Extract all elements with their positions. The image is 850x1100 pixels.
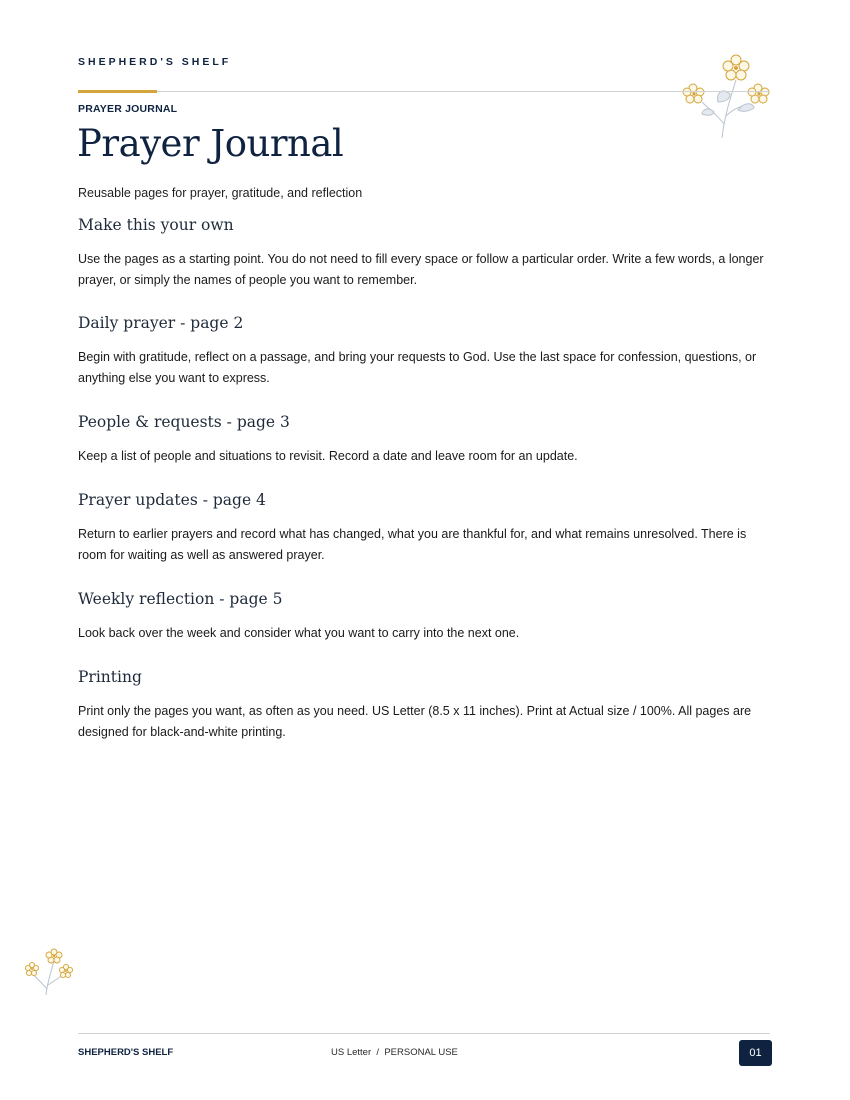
content-body [78, 214, 778, 743]
section-text: Return to earlier prayers and record what has changed, what you are thankful for, and what remains unresolved. There is room for waiting as well as answered prayer. [78, 527, 747, 562]
section-prayer-updates [78, 489, 778, 588]
page-number-badge: 01 [739, 1040, 772, 1066]
header-rule [78, 91, 770, 92]
section-text: Keep a list of people and situations to revisit. Record a date and leave room for an update. [78, 449, 578, 463]
accent-bar [78, 90, 157, 93]
small-flower-sprig-icon [22, 945, 77, 997]
section-text: Look back over the week and consider what you want to carry into the next one. [78, 626, 520, 640]
section-people-requests [78, 411, 778, 489]
footer-rule [78, 1033, 770, 1034]
section-heading: Make this your own [78, 216, 234, 234]
section-text: Use the pages as a starting point. You do not need to fill every space or follow a particular order. Write a few words, a longer prayer, or simply the names of people you want to remember. [78, 252, 764, 287]
flower-sprig-icon [680, 50, 775, 140]
section-heading: Daily prayer - page 2 [78, 314, 244, 332]
brand-name: SHEPHERD'S SHELF [78, 56, 232, 68]
section-printing [78, 666, 778, 743]
footer-brand: SHEPHERD'S SHELF [78, 1047, 174, 1058]
page-subtitle: Reusable pages for prayer, gratitude, and reflection [78, 186, 363, 200]
section-heading: Weekly reflection - page 5 [78, 590, 283, 608]
eyebrow-label: PRAYER JOURNAL [78, 103, 178, 115]
section-daily-prayer [78, 312, 778, 411]
section-make-your-own [78, 214, 778, 312]
section-heading: Printing [78, 668, 142, 686]
page-title: Prayer Journal [77, 122, 344, 165]
section-heading: People & requests - page 3 [78, 413, 290, 431]
section-weekly-reflection [78, 588, 778, 666]
section-text: Begin with gratitude, reflect on a passage, and bring your requests to God. Use the last space for confession, questions, or anything else you want to express. [78, 350, 757, 385]
section-heading: Prayer updates - page 4 [78, 491, 266, 509]
footer-meta: US Letter / PERSONAL USE [331, 1047, 458, 1058]
section-text: Print only the pages you want, as often as you need. US Letter (8.5 x 11 inches). Print at Actual size / 100%. All pages are designed for black-and-white printing. [78, 704, 752, 739]
